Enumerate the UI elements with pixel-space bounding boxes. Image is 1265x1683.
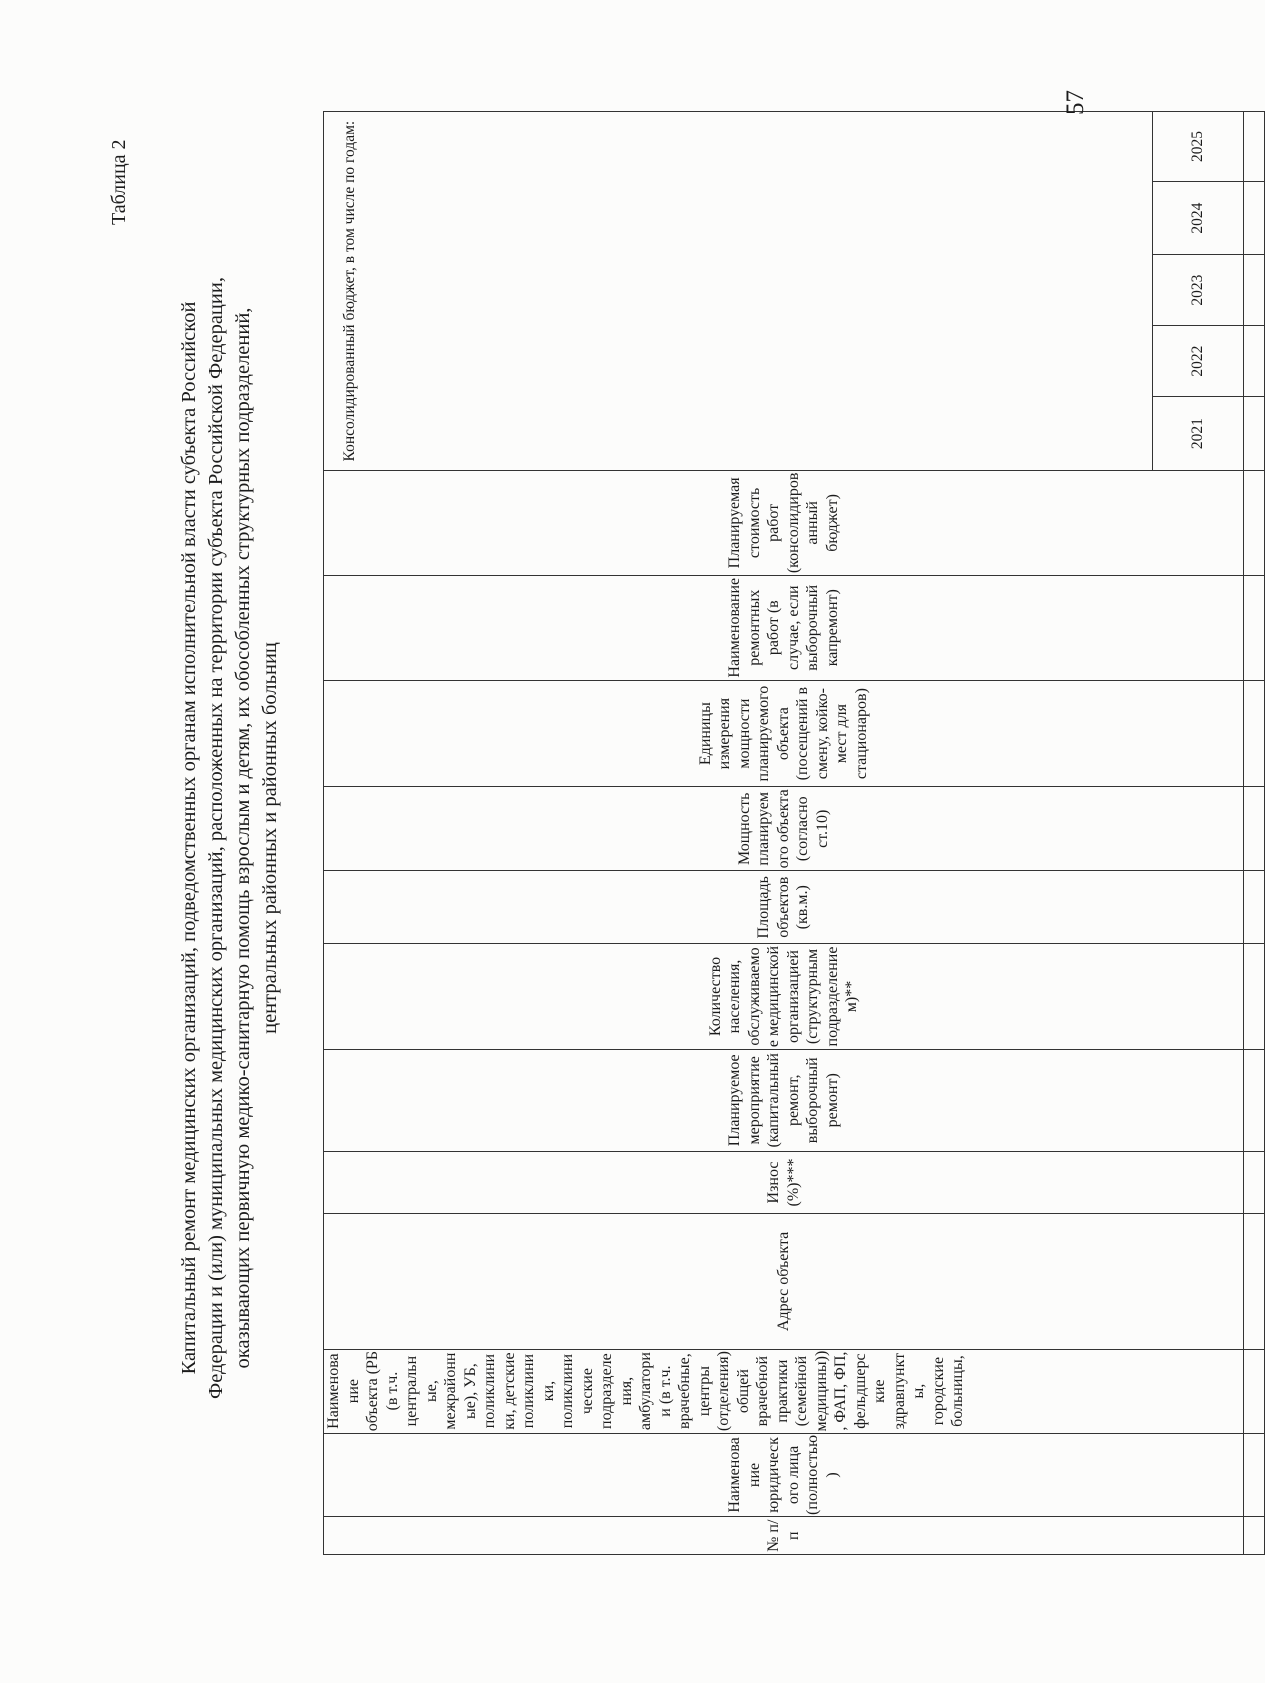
header-planned-event: Планируемое мероприятие (капитальный ремонт, выборочный ремонт) xyxy=(324,1049,1244,1151)
header-budget-group: Консолидированный бюджет, в том числе по годам: xyxy=(324,112,1153,471)
year-cell: 2022 xyxy=(1153,326,1244,397)
empty-cell xyxy=(1244,182,1265,255)
title-line: Федерации и (или) муниципальных медицинских организаций, расположенных на территории субъекта Российской Федерации, xyxy=(205,277,227,1399)
empty-cell xyxy=(1244,1151,1265,1213)
table-caption: Таблица 2 xyxy=(108,139,130,225)
empty-cell xyxy=(1244,326,1265,397)
header-repair-works: Наименование ремонтных работ (в случае, если выборочный капремонт) xyxy=(324,575,1244,680)
empty-cell xyxy=(1244,575,1265,680)
header-capacity-units: Единицы измерения мощности планируемого объекта (посещений в смену, койко-мест для стационаров) xyxy=(324,680,1244,786)
header-address: Адрес объекта xyxy=(324,1214,1244,1349)
title-line: оказывающих первичную медико-санитарную помощь взрослым и детям, их обособленных структурных подразделений, xyxy=(232,307,254,1369)
header-num: № п/п xyxy=(324,1517,1244,1555)
header-legal-name: Наименование юридического лица (полностью) xyxy=(324,1433,1244,1517)
header-object-name: Наименование объекта (РБ (в т.ч. центральные, межрайонные), УБ, поликлиники, детские поликлиники, поликлинические подразделения, амбулатории (в т.ч. врачебные, центры (отделения) общей врачебной практики (семейной медицины)), ФАП, ФП, фельдшерские здравпункты, городские больницы, xyxy=(324,1349,1244,1433)
repair-table xyxy=(323,111,1265,1555)
empty-cell xyxy=(1244,1517,1265,1555)
header-capacity: Мощность планируемого объекта (согласно ст.10) xyxy=(324,787,1244,871)
empty-cell xyxy=(1244,112,1265,182)
table-title xyxy=(176,123,284,1553)
empty-cell xyxy=(1244,397,1265,471)
header-population: Количество населения, обслуживаемое медицинской организацией (структурным подразделением)** xyxy=(324,944,1244,1049)
header-planned-cost: Планируемая стоимость работ (консолидированный бюджет) xyxy=(324,471,1244,575)
empty-cell xyxy=(1244,1049,1265,1151)
empty-cell xyxy=(1244,255,1265,326)
empty-row xyxy=(1244,112,1265,1555)
header-wear: Износ (%)*** xyxy=(324,1151,1244,1213)
header-row xyxy=(324,112,1153,1555)
title-line: центральных районных и районных больниц xyxy=(259,642,281,1034)
empty-cell xyxy=(1244,1214,1265,1349)
empty-cell xyxy=(1244,471,1265,575)
empty-cell xyxy=(1244,680,1265,786)
empty-cell xyxy=(1244,787,1265,871)
header-area: Площадь объектов (кв.м.) xyxy=(324,871,1244,944)
title-line: Капитальный ремонт медицинских организаций, подведомственных органам исполнительной власти субъекта Российской xyxy=(178,301,200,1375)
year-cell: 2025 xyxy=(1153,112,1244,182)
empty-cell xyxy=(1244,944,1265,1049)
page-number: 57 xyxy=(1062,90,1089,115)
year-cell: 2021 xyxy=(1153,397,1244,471)
empty-cell xyxy=(1244,1349,1265,1433)
empty-cell xyxy=(1244,1433,1265,1517)
empty-cell xyxy=(1244,871,1265,944)
year-cell: 2024 xyxy=(1153,182,1244,255)
year-cell: 2023 xyxy=(1153,255,1244,326)
